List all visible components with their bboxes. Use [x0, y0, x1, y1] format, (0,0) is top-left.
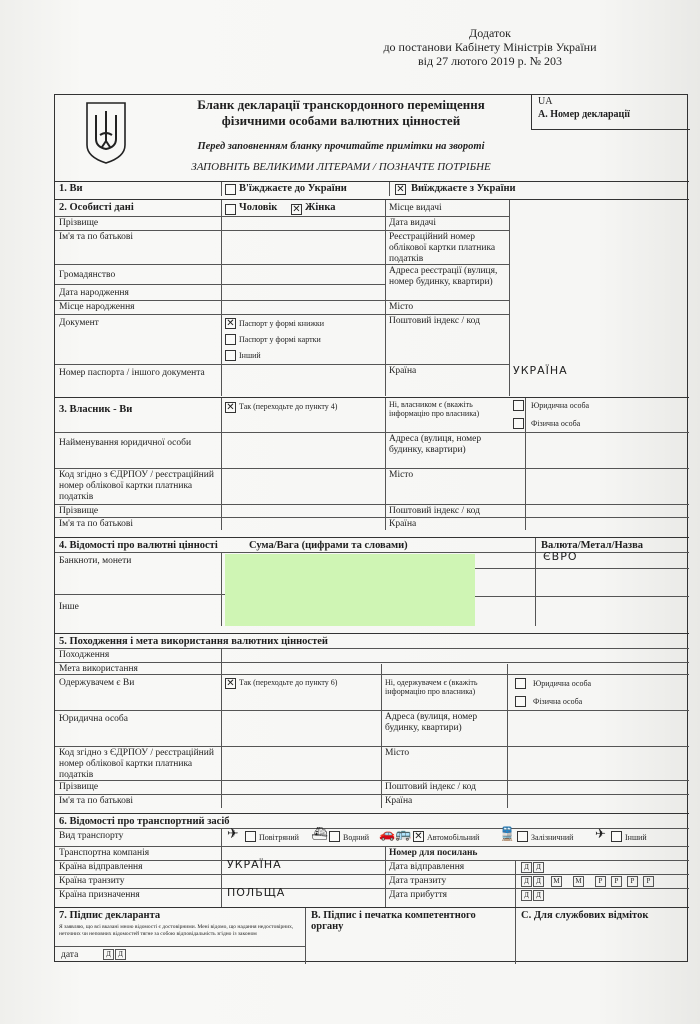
annex-note: Додаток до постанови Кабінету Міністрів України від 27 лютого 2019 р. № 203 — [383, 26, 597, 68]
redacted-amount — [225, 554, 475, 626]
airplane-icon: ✈ — [227, 827, 239, 842]
declaration-form — [54, 94, 688, 962]
air-checkbox[interactable] — [245, 831, 256, 842]
section-5: 5. Походження і мета використання валютних цінностей Походження Мета використання Одержувачем є Ви ✕ Так (переходьте до пункту 6) Ні, одержувачем є (вкажіть інформацію про власника) Юридична особа Фізична особа Юридична особа Адреса (вулиця, номер будинку, квартири) Код згідно з ЄДРПОУ / реєстраційний номер облікової картки платника податків Місто Прізвище Поштовий індекс / код Ім'я та по батькові Країна — [55, 633, 689, 807]
trident-emblem-icon — [83, 101, 129, 165]
destination-country-value: ПОЛЬЩА — [227, 886, 286, 899]
car-icon: 🚗 — [379, 826, 396, 841]
enter-checkbox[interactable] — [225, 184, 236, 195]
departure-country-value: УКРАЇНА — [227, 858, 282, 871]
plane-other-icon: ✈ — [595, 826, 606, 841]
form-title: Бланк декларації транскордонного переміщення фізичними особами валютних цінностей — [197, 97, 485, 128]
declaration-number-box[interactable]: UA А. Номер декларації — [531, 95, 690, 130]
section-4: 4. Відомості про валютні цінності Сума/Вага (цифрами та словами) Валюта/Метал/Назва Банкноти, монети ЄВРО Інше — [55, 537, 689, 625]
recipient-natural-checkbox[interactable] — [515, 696, 526, 707]
doc-card-checkbox[interactable] — [225, 334, 236, 345]
bus-icon: 🚌 — [395, 826, 412, 841]
form-header — [55, 95, 689, 182]
doc-other-checkbox[interactable] — [225, 350, 236, 361]
section-7: 7. Підпис декларанта Я заявляю, що всі вказані мною відомості є достовірними. Мені відомо, що надання недостовірних, неточних чи неповних відомостей тягне за собою відповідальність згідно із законом дата Д Д В. Підпис і печатка компетентного органу С. Для службових відміток — [55, 907, 689, 963]
section-1: 1. Ви В'їжджаєте до України ✕ Виїжджаєте з України — [55, 181, 689, 195]
currency-value: ЄВРО — [543, 550, 578, 563]
leave-checkbox[interactable]: ✕ — [396, 184, 405, 195]
water-checkbox[interactable] — [329, 831, 340, 842]
rail-checkbox[interactable] — [517, 831, 528, 842]
other-transport-checkbox[interactable] — [611, 831, 622, 842]
female-checkbox[interactable]: ✕ — [292, 204, 301, 215]
train-icon: 🚆 — [499, 826, 516, 841]
doc-book-checkbox[interactable]: ✕ — [226, 318, 235, 329]
ship-icon: ⛴ — [311, 826, 328, 841]
recipient-yes-checkbox[interactable]: ✕ — [226, 678, 235, 689]
recipient-legal-checkbox[interactable] — [515, 678, 526, 689]
owner-yes-checkbox[interactable]: ✕ — [226, 402, 235, 413]
instruction: Перед заповненням бланку прочитайте примітки на звороті — [197, 141, 485, 152]
country-value: УКРАЇНА — [513, 364, 568, 377]
section-3: 3. Власник - Ви ✕ Так (переходьте до пункту 4) Ні, власником є (вкажіть інформацію про власника) Юридична особа Фізична особа Найменування юридичної особи Адреса (вулиця, номер будинку, квартири) Код згідно з ЄДРПОУ / реєстраційний номер облікової картки платника податків Місто Прізвище Поштовий індекс / код Ім'я та по батькові Країна — [55, 397, 689, 529]
section-6: 6. Відомості про транспортний засіб Вид транспорту ✈ Повітряний ⛴ Водний 🚗 🚌 ✕ Автомобільний 🚆 Залізничний ✈ Інший Транспортна компанія Номер для посилань Країна відправлення УКРАЇНА Дата відправлення Країна транзиту Дата транзиту Країна призначення ПОЛЬЩА Дата прибуття Д Д Д Д Д Д М М Р Р Р Р — [55, 813, 689, 907]
caps-note: ЗАПОВНІТЬ ВЕЛИКИМИ ЛІТЕРАМИ / ПОЗНАЧТЕ ПОТРІБНЕ — [191, 161, 491, 173]
owner-natural-checkbox[interactable] — [513, 418, 524, 429]
owner-legal-checkbox[interactable] — [513, 400, 524, 411]
section-2: 2. Особисті дані Чоловік ✕ Жінка Місце видачі Прізвище Дата видачі Ім'я та по батькові Реєстраційний номер облікової картки платника податків Громадянство Адреса реєстрації (вулиця, номер будинку, квартири) Дата народження Місце народження Місто Документ Поштовий індекс / код ✕ Паспорт у формі книжки Паспорт у формі картки Інший Номер паспорта / іншого документа Країна УКРАЇНА — [55, 199, 689, 395]
male-checkbox[interactable] — [225, 204, 236, 215]
auto-checkbox[interactable]: ✕ — [414, 831, 423, 842]
